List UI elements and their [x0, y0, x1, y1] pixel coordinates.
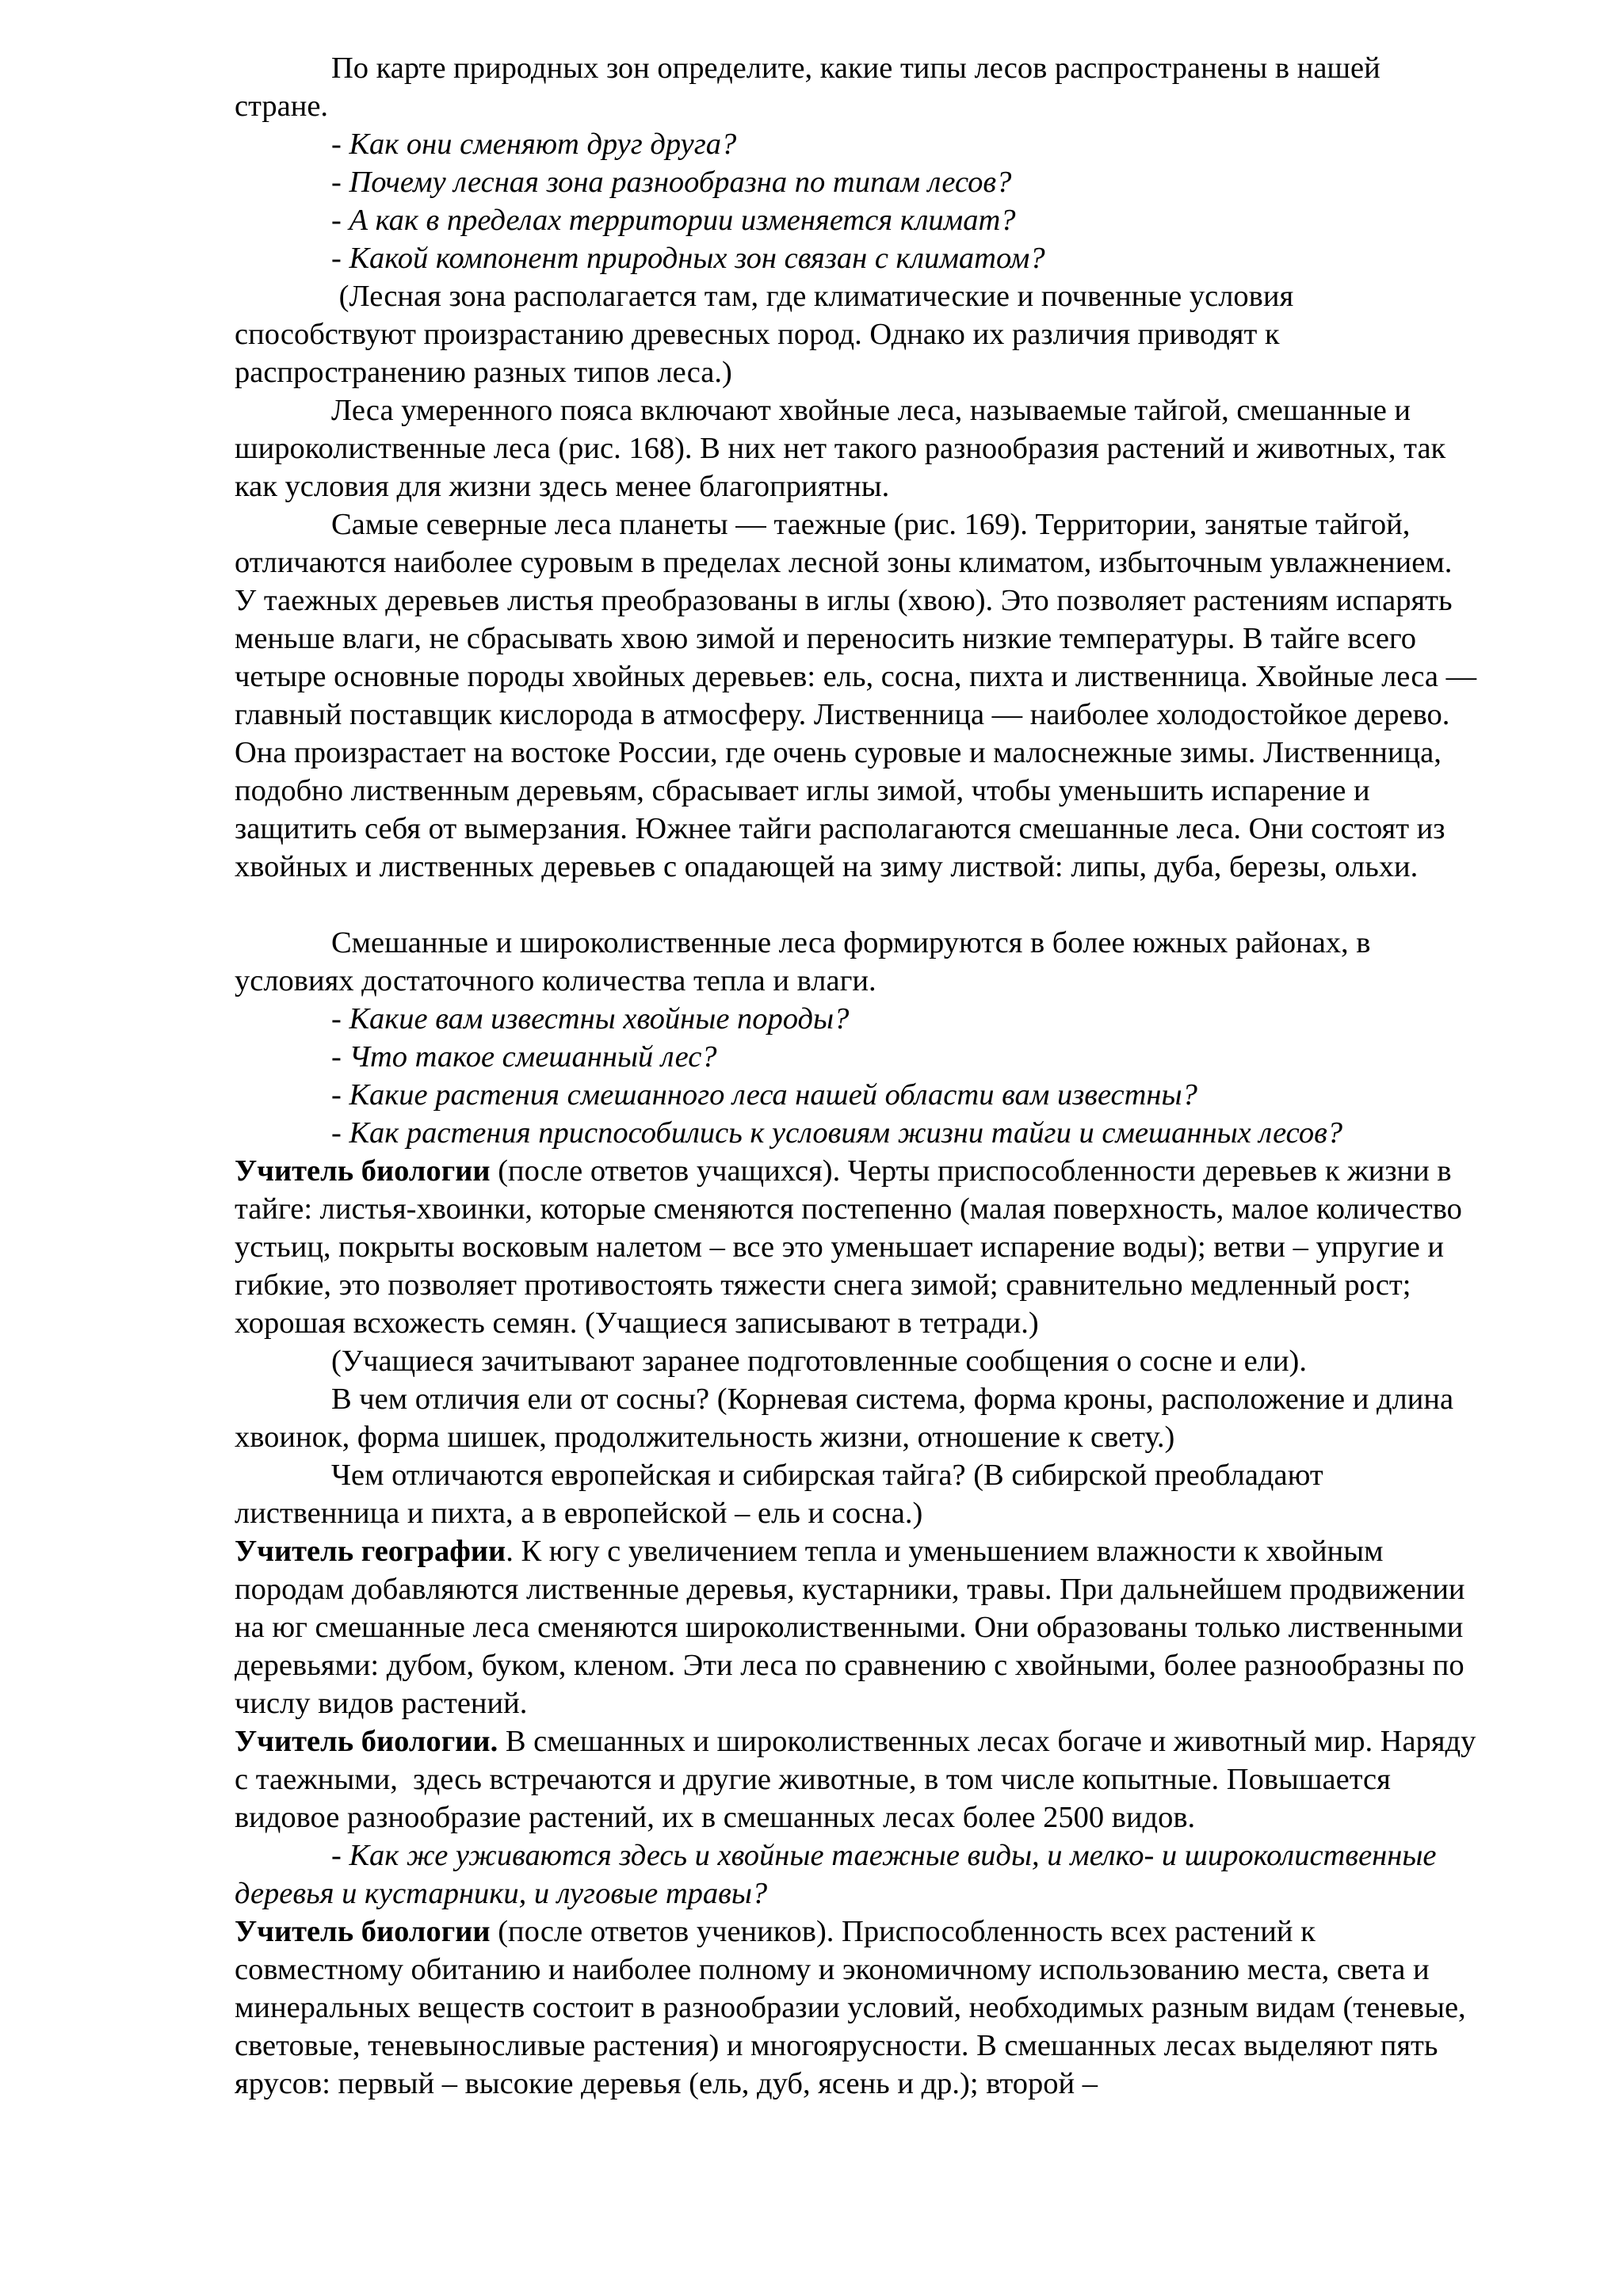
paragraph-spruce-vs-pine: В чем отличия ели от сосны? (Корневая система, форма кроны, расположение и длина хвоинок, форма шишек, продолжительность жизни, отношение к свету.): [235, 1383, 1454, 1454]
question-line: - А как в пределах территории изменяется климат?: [331, 204, 1016, 237]
paragraph-geography-teacher: [235, 1532, 1480, 1722]
question-line: - Почему лесная зона разнообразна по типам лесов?: [331, 166, 1012, 199]
question-line: - Какие растения смешанного леса нашей области вам известны?: [331, 1078, 1197, 1112]
paragraph-temperate-forests: Леса умеренного пояса включают хвойные леса, называемые тайгой, смешанные и широколиственные леса (рис. 168). В них нет такого разнообразия растений и животных, так как условия для жизни здесь менее благоприятны.: [235, 394, 1446, 503]
paragraph-mixed-forests: Смешанные и широколиственные леса формируются в более южных районах, в условиях достаточного количества тепла и влаги.: [235, 926, 1371, 997]
speaker-label: Учитель биологии: [235, 1154, 491, 1188]
question-line: - Как растения приспособились к условиям жизни тайги и смешанных лесов?: [331, 1116, 1343, 1150]
paragraph-text: (после ответов учеников). Приспособленность всех растений к совместному обитанию и наиболее полному и экономичному использованию места, света и минеральных веществ состоит в разнообразии условий, необходимых разным видам (теневые, световые, теневыносливые растения) и многоярусности. В смешанных лесах выделяют пять ярусов: первый – высокие деревья (ель, дуб, ясень и др.); второй –: [235, 1915, 1466, 2100]
paragraph-biology-teacher-1: [235, 1152, 1480, 1342]
paragraph-taiga: Самые северные леса планеты — таежные (рис. 169). Территории, занятые тайгой, отличаются наиболее суровым в пределах лесной зоны климатом, избыточным увлажнением. У таежных деревьев листья преобразованы в иглы (хвою). Это позволяет растениям испарять меньше влаги, не сбрасывать хвою зимой и переносить низкие температуры. В тайге всего четыре основные породы хвойных деревьев: ель, сосна, пихта и лиственница. Хвойные леса — главный поставщик кислорода в атмосферу. Лиственница — наиболее холодостойкое дерево. Она произрастает на востоке России, где очень суровые и малоснежные зимы. Лиственница, подобно лиственным деревьям, сбрасывает иглы зимой, чтобы уменьшить испарение и защитить себя от вымерзания. Южнее тайги располагаются смешанные леса. Они состоят из хвойных и лиственных деревьев с опадающей на зиму листвой: липы, дуба, березы, ольхи.: [235, 508, 1477, 883]
speaker-label: Учитель географии: [235, 1535, 506, 1568]
paragraph-student-reports: (Учащиеся зачитывают заранее подготовленные сообщения о сосне и ели).: [331, 1344, 1308, 1378]
question-line: - Что такое смешанный лес?: [331, 1040, 717, 1074]
question-line: - Как они сменяют друг друга?: [331, 128, 737, 161]
question-line: - Как же уживаются здесь и хвойные таежные виды, и мелко- и широколиственные деревья и кустарники, и луговые травы?: [235, 1839, 1437, 1910]
blank-line: [235, 886, 1480, 924]
paragraph-biology-teacher-3: [235, 1913, 1480, 2103]
speaker-label: Учитель биологии: [235, 1915, 491, 1948]
paragraph-biology-teacher-2: [235, 1722, 1484, 1836]
question-line: - Какие вам известны хвойные породы?: [331, 1002, 850, 1035]
speaker-label: Учитель биологии.: [235, 1725, 498, 1758]
paragraph-taiga-types: Чем отличаются европейская и сибирская тайга? (В сибирской преобладают лиственница и пихта, а в европейской – ель и сосна.): [235, 1459, 1323, 1530]
paragraph-forest-zone: (Лесная зона располагается там, где климатические и почвенные условия способствуют произрастанию древесных пород. Однако их различия приводят к распространению разных типов леса.): [235, 280, 1301, 389]
paragraph-text: (после ответов учащихся). Черты приспособленности деревьев к жизни в тайге: листья-хвоинки, которые сменяются постепенно (малая поверхность, малое количество устьиц, покрыты восковым налетом – все это уменьшает испарение воды); ветви – упругие и гибкие, это позволяет противостоять тяжести снега зимой; сравнительно медленный рост; хорошая всхожесть семян. (Учащиеся записывают в тетради.): [235, 1154, 1462, 1340]
paragraph-text: . К югу с увеличением тепла и уменьшением влажности к хвойным породам добавляются лиственные деревья, кустарники, травы. При дальнейшем продвижении на юг смешанные леса сменяются широколиственными. Они образованы только лиственными деревьями: дубом, буком, кленом. Эти леса по сравнению с хвойными, более разнообразны по числу видов растений.: [235, 1535, 1465, 1720]
question-line: - Какой компонент природных зон связан с климатом?: [331, 242, 1045, 275]
paragraph-text: В смешанных и широколиственных лесах богаче и животный мир. Наряду с таежными, здесь встречаются и другие животные, в том числе копытные. Повышается видовое разнообразие растений, их в смешанных лесах более 2500 видов.: [235, 1725, 1484, 1834]
paragraph-intro: По карте природных зон определите, какие типы лесов распространены в нашей стране.: [235, 51, 1381, 123]
